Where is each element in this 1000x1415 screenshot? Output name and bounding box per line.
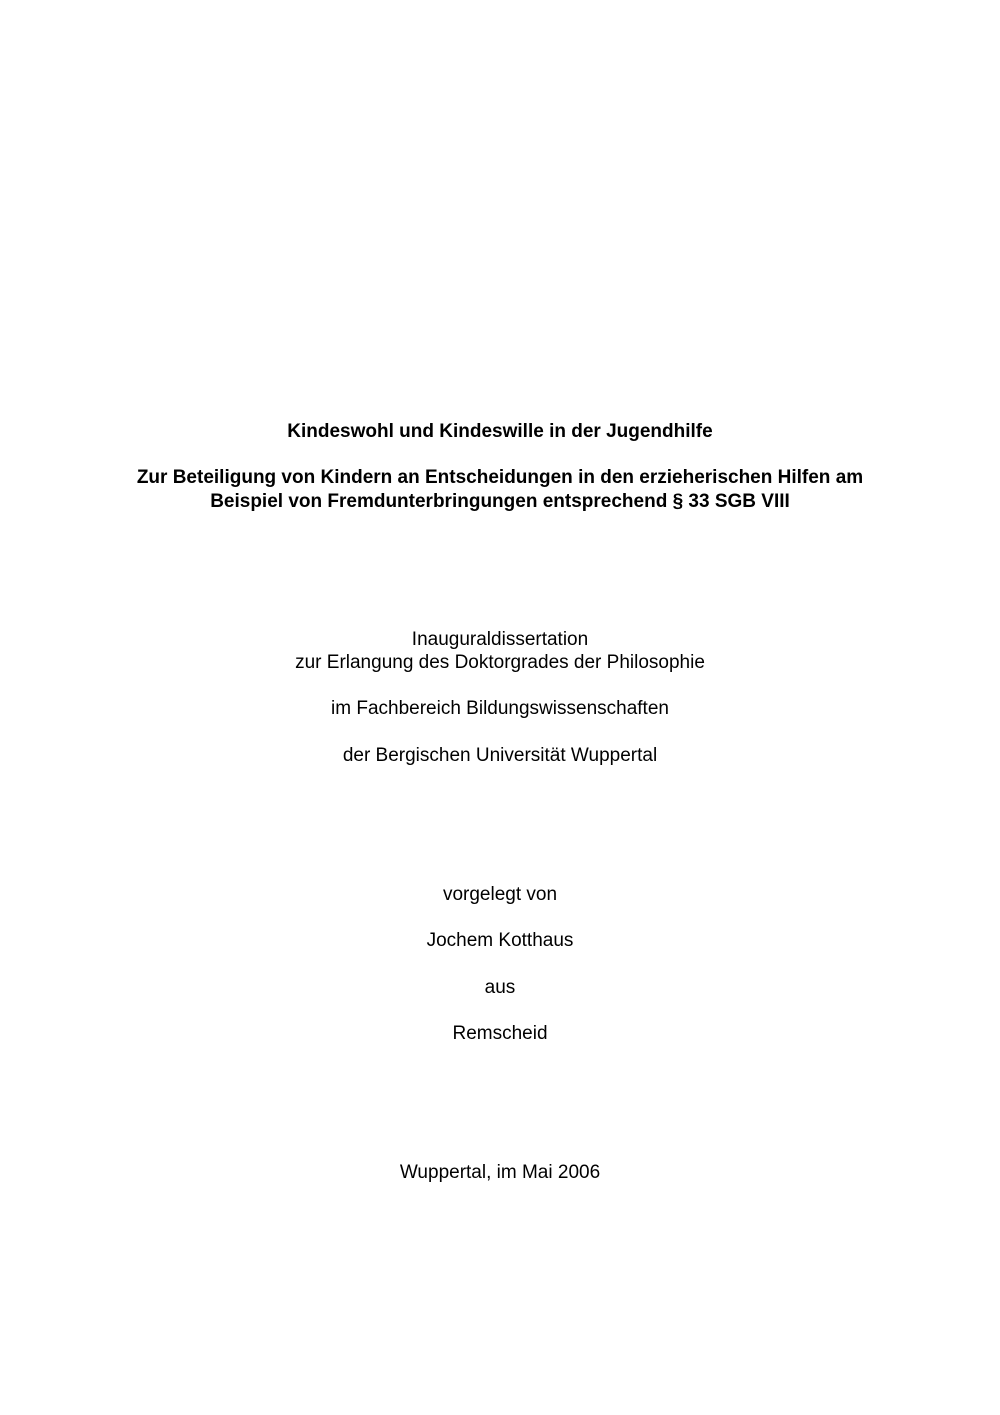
hometown: Remscheid (452, 1023, 548, 1044)
place-and-date: Wuppertal, im Mai 2006 (399, 1162, 601, 1183)
author-name: Jochem Kotthaus (426, 930, 574, 951)
document-title: Kindeswohl und Kindeswille in der Jugendhilfe (287, 421, 713, 442)
degree-line: zur Erlangung des Doktorgrades der Philosophie (295, 652, 705, 673)
faculty-line: im Fachbereich Bildungswissenschaften (331, 698, 669, 719)
document-subtitle-line-2: Beispiel von Fremdunterbringungen entsprechend § 33 SGB VIII (210, 491, 790, 512)
dissertation-type: Inauguraldissertation (411, 629, 589, 650)
from-label: aus (484, 977, 516, 998)
submitted-by-label: vorgelegt von (442, 884, 558, 905)
document-subtitle-line-1: Zur Beteiligung von Kindern an Entscheidungen in den erzieherischen Hilfen am (136, 467, 864, 488)
university-line: der Bergischen Universität Wuppertal (342, 745, 658, 766)
